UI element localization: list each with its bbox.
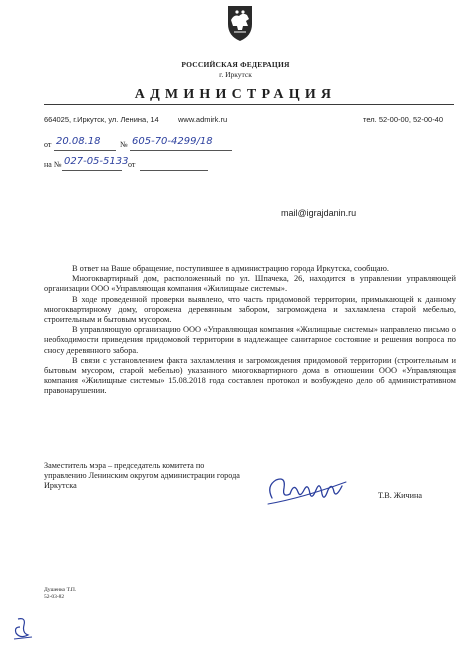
body-paragraph: В ответ на Ваше обращение, поступившее в администрацию города Иркутска, сообщаю. [72, 264, 389, 273]
stamp-mark-icon [12, 615, 34, 641]
reference-label: на № [44, 160, 62, 169]
postal-address: 664025, г.Иркутск, ул. Ленина, 14 [44, 115, 159, 124]
recipient-email: mail@igrajdanin.ru [281, 208, 357, 218]
letter-body [44, 264, 456, 397]
number-underline [130, 150, 232, 151]
registration-date: 20.08.18 [56, 136, 101, 147]
coat-of-arms-icon [224, 4, 256, 42]
date-label: от [44, 140, 52, 149]
executor-info [44, 587, 124, 601]
executor-phone: 52-03-82 [44, 594, 65, 600]
city-name: г. Иркутск [219, 70, 252, 79]
reference-number: 027-05-5133 [64, 156, 129, 167]
organization-title: АДМИНИСТРАЦИЯ [134, 87, 337, 102]
phone-numbers: тел. 52-00-00, 52-00-40 [363, 115, 444, 124]
handwritten-signature [262, 468, 352, 514]
body-paragraph: В управляющую организацию ООО «Управляющая компания «Жилищные системы» направлено письмо о необходимости приведения придомовой территории в надлежащее санитарное состояние и решения вопроса по сносу деревянного забора. [44, 325, 456, 355]
number-label: № [120, 140, 128, 149]
date-underline [54, 150, 116, 151]
body-paragraph: В связи с установлением факта захламления и загромождения придомовой территории (строительным и бытовым мусором, старой мебелью) указанного многоквартирного дома в отношении ООО «Управляющая компания «Жилищные системы» 15.08.2018 года составлен протокол и возбуждено дело об административном правонарушении. [44, 355, 456, 396]
signatory-title: Заместитель мэра – председатель комитета по управлению Ленинским округом администрации города Иркутска [44, 461, 240, 491]
header-divider [44, 104, 454, 105]
reference-date-underline [140, 170, 208, 171]
body-paragraph: В ходе проведенной проверки выявлено, что часть придомовой территории, примыкающей к данному многоквартирному дому, огорожена деревянным забором, загромождена и захламлена старой мебелью, строительным и бытовым мусором. [44, 294, 456, 325]
executor-name: Душенко Т.П. [44, 587, 77, 593]
reference-from-label: от [128, 160, 136, 169]
website-link[interactable]: www.admirk.ru [178, 115, 228, 124]
registration-number: 605-70-4299/18 [132, 136, 213, 147]
reference-underline [62, 170, 122, 171]
signatory-name: Т.В. Жичина [378, 491, 423, 500]
country-name: РОССИЙСКАЯ ФЕДЕРАЦИЯ [181, 60, 290, 69]
body-paragraph: Многоквартирный дом, расположенный по ул. Шпачека, 26, находится в управлении управляющей организации ООО «Управляющая компания «Жилищные системы». [44, 274, 456, 294]
